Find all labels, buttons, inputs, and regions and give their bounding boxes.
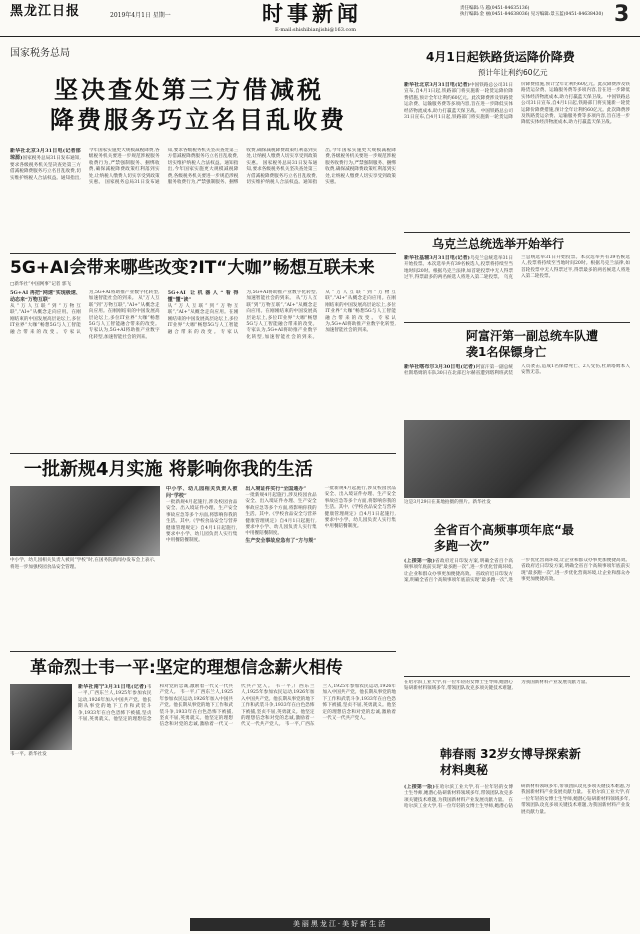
story-subline: 预计年让利约60亿元	[478, 68, 548, 77]
masthead	[0, 0, 640, 37]
story-body: 新华社喀布尔3月30日电(记者)阿富汗第一副总统杜斯塔姆的车队30日在北部巴尔赫省遭到塔利班武装人员袭击,造成1名保镖死亡、2人受伤,杜斯塔姆本人安然无恙。	[404, 364, 630, 377]
story-5g	[10, 258, 396, 448]
paper-name-logo: 黑龙江日报	[10, 4, 81, 19]
story-subhead: 生产安全事故应急有了“方与规”	[245, 537, 317, 544]
story-headline: 降费服务巧立名目乱收费	[50, 106, 347, 134]
story-subhead: 中小学、幼儿园相关负责人被问“学校”	[166, 486, 238, 499]
story-lead: 新华社喀布尔3月30日电(记者)	[404, 364, 476, 370]
divider	[404, 676, 630, 677]
news-photo	[10, 486, 160, 556]
story-body: 新华社北京3月31日电(记者)中国铁路总公司31日宣布,自4月1日起,铁路部门将实施新一轮货运降价降费措施,预计全年让利约60亿元。此次降费涉及铁路货运杂费、运输服务费等多项内容,旨在进一步降低实体经济物流成本,助力打赢蓝天保卫战。 中国铁路总公司31日宣布,自4月1日起,铁路部门将实施新一轮货运降价降费措施,预计全年让利约60亿元。此次降费涉及铁路货运杂费、运输服务费等多项内容,旨在进一步降低实体经济物流成本,助力打赢蓝天保卫战。 中国铁路总公司31日宣布,自4月1日起,铁路部门将实施新一轮货运降价降费措施,预计全年让利约60亿元。此次降费涉及铁路货运杂费、运输服务费等多项内容,旨在进一步降低实体经济物流成本,助力打赢蓝天保卫战。	[404, 82, 630, 126]
story-body: (上接第一版)在哈尔滨工业大学,有一位年轻的女博士生导师,她潜心钻研新材料领域多年,带领团队攻克多项关键技术难题,为我国新材料产业发展贡献力量。 在哈尔滨工业大学,有一位年轻的女博士生导师,她潜心钻研新材料领域多年,带领团队攻克多项关键技术难题,为我国新材料产业发展贡献力量。 在哈尔滨工业大学,有一位年轻的女博士生导师,她潜心钻研新材料领域多年,带领团队攻克多项关键技术难题,为我国新材料产业发展贡献力量。	[404, 784, 630, 815]
story-headline: 全省百个高频事项年底“最多跑一次”	[434, 523, 574, 553]
story-body: 新华社北京3月31日电(记者郁琼源)国家税务总局31日发布通知,要求各级税务机关坚决查处第三方借减税降费服务巧立名目乱收费,切实维护纳税人合法权益。通知指出,今年国家实施更大规模减税降费,各级税务机关要进一步规范涉税服务收费行为,严禁强制服务、捆绑收费,确保减税降费政策红利落到实处,让纳税人缴费人切实享受到政策实惠。 国家税务总局31日发布通知,要求各级税务机关坚决查处第三方借减税降费服务巧立名目乱收费,切实维护纳税人合法权益。通知指出,今年国家实施更大规模减税降费,各级税务机关要进一步规范涉税服务收费行为,严禁强制服务、捆绑收费,确保减税降费政策红利落到实处,让纳税人缴费人切实享受到政策实惠。 国家税务总局31日发布通知,要求各级税务机关坚决查处第三方借减税降费服务巧立名目乱收费,切实维护纳税人合法权益。通知指出,今年国家实施更大规模减税降费,各级税务机关要进一步规范涉税服务收费行为,严禁强制服务、捆绑收费,确保减税降费政策红利落到实处,让纳税人缴费人切实享受到政策实惠。	[10, 148, 396, 186]
story-new-rules	[10, 456, 396, 646]
issue-date: 2019年4月1日 星期一	[110, 12, 171, 19]
editors-info	[460, 6, 612, 18]
story-rail	[404, 48, 630, 228]
editor-line: 执行编辑:金 丽(0451-84638036) 见习编辑:景玉蓝(0451-84638430)	[460, 12, 604, 17]
story-headline: 革命烈士韦一平:坚定的理想信念薪火相传	[30, 658, 343, 678]
divider	[10, 453, 396, 454]
story-lead: (上接第一版)	[404, 784, 435, 790]
story-body: 新华社基辅3月31日电(记者)乌克兰总统选举31日开始投票。本次选举共有39名候选人,投票将持续至当地时间20时。根据乌克兰法律,如首轮投票中无人得票过半,得票最多的两名候选人将进入第二轮投票。 乌克兰总统选举31日开始投票。本次选举共有39名候选人,投票将持续至当地时间20时。根据乌克兰法律,如首轮投票中无人得票过半,得票最多的两名候选人将进入第二轮投票。	[404, 255, 630, 281]
section-title: 时事新闻	[262, 2, 362, 26]
story-body: 新华社南宁3月31日电(记者)韦一平,广西东兰人,1925年参加农民运动,1926年加入中国共产党。他长期从事党的地下工作和武装斗争,1933年在白色恐怖下被捕,坚贞不屈,英勇就义。他坚定的理想信念和对党的忠诚,激励着一代又一代共产党人。 韦一平,广西东兰人,1925年参加农民运动,1926年加入中国共产党。他长期从事党的地下工作和武装斗争,1933年在白色恐怖下被捕,坚贞不屈,英勇就义。他坚定的理想信念和对党的忠诚,激励着一代又一代共产党人。 韦一平,广西东兰人,1925年参加农民运动,1926年加入中国共产党。他长期从事党的地下工作和武装斗争,1933年在白色恐怖下被捕,坚贞不屈,英勇就义。他坚定的理想信念和对党的忠诚,激励着一代又一代共产党人。 韦一平,广西东兰人,1925年参加农民运动,1926年加入中国共产党。他长期从事党的地下工作和武装斗争,1933年在白色恐怖下被捕,坚贞不屈,英勇就义。他坚定的理想信念和对党的忠诚,激励着一代又一代共产党人。	[78, 684, 396, 728]
story-subhead: 出入境证件实行“全国通办”	[245, 486, 307, 492]
story-headline-main: IT“大咖”畅想互联未来	[198, 258, 375, 278]
divider	[404, 232, 630, 233]
story-science	[404, 680, 630, 914]
story-headline: 坚决查处第三方借减税	[54, 76, 324, 104]
footer-slogan-band: 美丽黑龙江·美好新生活	[190, 918, 490, 931]
story-headline: 韩春雨 32岁女博导探索新材料奥秘	[440, 747, 581, 777]
story-headline: 一批新规4月实施 将影响你我的生活	[24, 459, 313, 480]
story-body: (上接第一版)省政府近日印发方案,明确全省百个高频事项年底前实现“最多跑一次”,进一步优化营商环境,让企业和群众办事更加便捷高效。 省政府近日印发方案,明确全省百个高频事项年底前实现“最多跑一次”,进一步优化营商环境,让企业和群众办事更加便捷高效。 省政府近日印发方案,明确全省百个高频事项年底前实现“最多跑一次”,进一步优化营商环境,让企业和群众办事更加便捷高效。	[404, 558, 630, 584]
story-subhead: 5G+AI 再把“网速”实现极速、动态来“万物互联”	[10, 290, 81, 303]
editor-line: 责任编辑:马 越(0451-84635136)	[460, 6, 530, 11]
story-lead: 新华社基辅3月31日电(记者)	[404, 255, 470, 261]
story-body: 5G+AI 再把“网速”实现极速、动态来“万物互联” 从“万人互联”到“万物互联”,“AI+”从概念走向应用。在刚刚结束的中国发展高层论坛上,多位IT业界“大咖”畅想5G与人工智能融合带来的改变。专家认为,5G+AI将助推产业数字化转型,加速智能社会的到来。 从“万人互联”到“万物互联”,“AI+”从概念走向应用。在刚刚结束的中国发展高层论坛上,多位IT业界“大咖”畅想5G与人工智能融合带来的改变。专家认为,5G+AI将助推产业数字化转型,加速智能社会的到来。 5G+AI 让机器人“看得懂”懂“读” 从“万人互联”到“万物互联”,“AI+”从概念走向应用。在刚刚结束的中国发展高层论坛上,多位IT业界“大咖”畅想5G与人工智能融合带来的改变。专家认为,5G+AI将助推产业数字化转型,加速智能社会的到来。 从“万人互联”到“万物互联”,“AI+”从概念走向应用。在刚刚结束的中国发展高层论坛上,多位IT业界“大咖”畅想5G与人工智能融合带来的改变。专家认为,5G+AI将助推产业数字化转型,加速智能社会的到来。 从“万人互联”到“万物互联”,“AI+”从概念走向应用。在刚刚结束的中国发展高层论坛上,多位IT业界“大咖”畅想5G与人工智能融合带来的改变。专家认为,5G+AI将助推产业数字化转型,加速智能社会的到来。	[10, 290, 396, 340]
story-afghanistan	[404, 326, 630, 418]
story-headline: 乌克兰总统选举开始举行	[432, 237, 565, 251]
photo-caption: 这是3月29日在某地拍摄的照片。新华社发	[404, 500, 491, 505]
story-lead: 新华社北京3月31日电(记者郁琼源)	[10, 148, 81, 162]
story-subhead: 5G+AI 让机器人“看得懂”懂“读”	[167, 290, 239, 303]
story-tax	[10, 48, 396, 248]
story-lead: (上接第一版)	[404, 558, 435, 564]
story-kicker: 5G+AI会带来哪些改变?	[10, 258, 199, 278]
portrait-photo	[10, 684, 72, 750]
story-body: 在哈尔滨工业大学,有一位年轻的女博士生导师,她潜心钻研新材料领域多年,带领团队攻克多项关键技术难题,为我国新材料产业发展贡献力量。	[404, 680, 590, 692]
story-martyr	[10, 654, 396, 914]
story-lead: 新华社南宁3月31日电(记者)	[78, 684, 147, 690]
divider	[10, 253, 396, 254]
story-province	[404, 520, 630, 672]
section-email: E-mail:shishibianjishi@163.com	[275, 27, 357, 33]
divider	[10, 651, 396, 652]
story-body: 中小学、幼儿园相关负责人被问“学校” 一批新规4月起施行,涉及校园食品安全、出入境证件办理、生产安全事故应急等多个方面,将影响你我的生活。其中,《学校食品安全与营养健康管理规定》自4月1日起施行,要求中小学、幼儿园负责人实行集中用餐陪餐制度。 出入境证件实行“全国通办” 一批新规4月起施行,涉及校园食品安全、出入境证件办理、生产安全事故应急等多个方面,将影响你我的生活。其中,《学校食品安全与营养健康管理规定》自4月1日起施行,要求中小学、幼儿园负责人实行集中用餐陪餐制度。 生产安全事故应急有了“方与规” 一批新规4月起施行,涉及校园食品安全、出入境证件办理、生产安全事故应急等多个方面,将影响你我的生活。其中,《学校食品安全与营养健康管理规定》自4月1日起施行,要求中小学、幼儿园负责人实行集中用餐陪餐制度。	[166, 486, 396, 544]
story-headline: 4月1日起铁路货运降价降费	[426, 50, 575, 64]
story-ukraine	[404, 237, 630, 317]
story-headline: 阿富汗第一副总统车队遭袭1名保镖身亡	[466, 329, 599, 359]
story-lead: 新华社北京3月31日电(记者)	[404, 82, 470, 88]
news-photo	[404, 420, 630, 498]
photo-caption: 中小学、幼儿园相关负责人被问“学校”时,在国务院新闻办发布会上表示,将进一步加强校园食品安全管理。	[10, 558, 156, 570]
story-byline: □新华社“中国网事”记者 郭飞	[10, 282, 72, 287]
page-number: 3	[614, 2, 630, 27]
story-headline	[10, 258, 375, 278]
story-kicker: 国家税务总局	[10, 48, 70, 59]
divider	[404, 322, 630, 323]
photo-caption: 韦一平。新华社发	[10, 752, 47, 757]
